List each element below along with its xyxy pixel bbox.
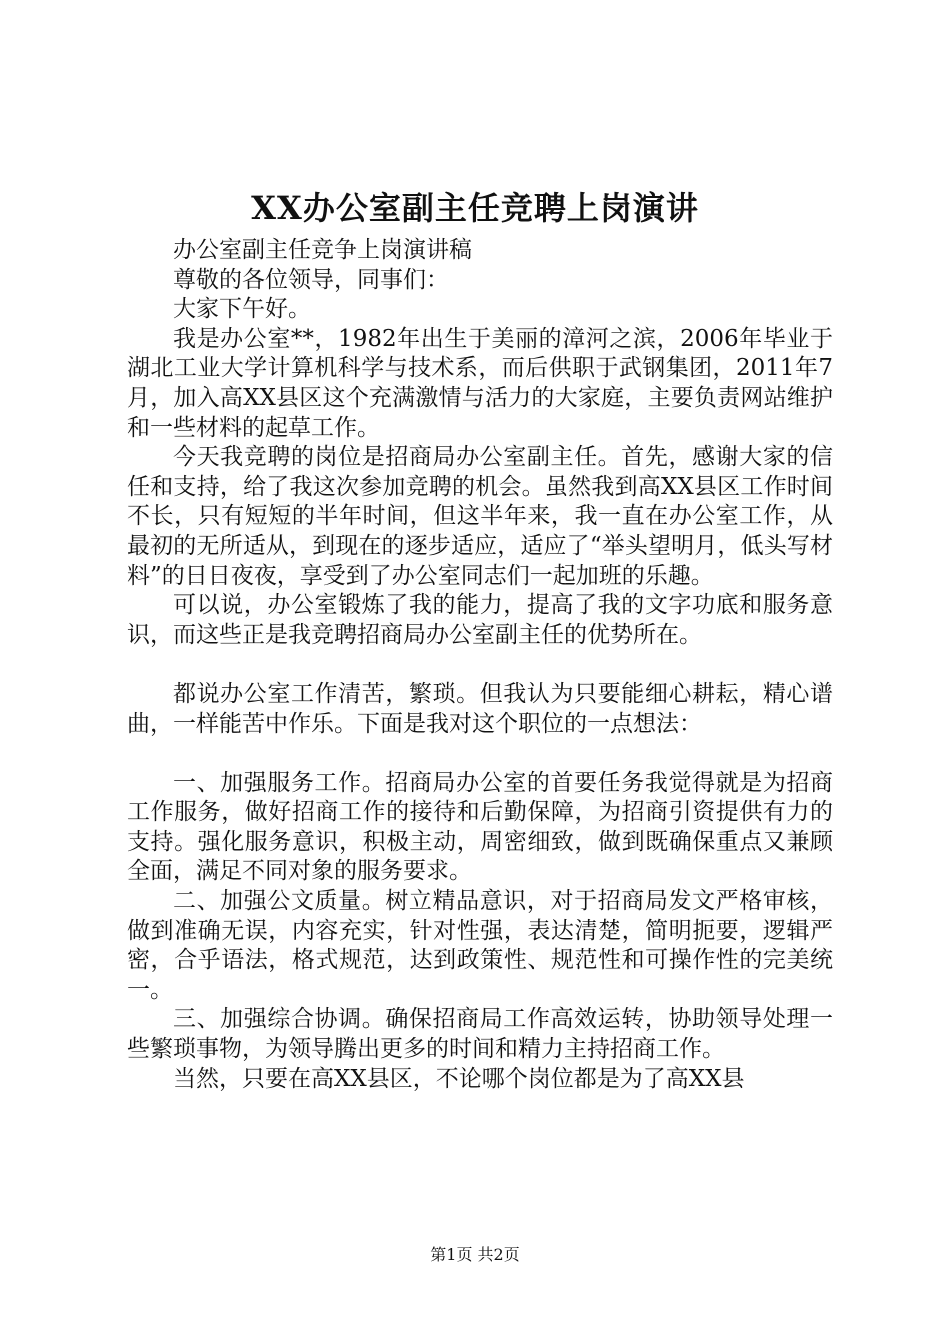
paragraph-point-two: 二、加强公文质量。树立精品意识，对于招商局发文严格审核，做到准确无误，内容充实，针对性强，表达清楚，简明扼要，逻辑严密，合乎语法，格式规范，达到政策性、规范性和可操作性的完美统一。 (127, 888, 833, 1003)
paragraph-greeting: 大家下午好。 (173, 296, 311, 323)
document-title: XX办公室副主任竞聘上岗演讲 (251, 189, 699, 227)
page-footer: 第1页 共2页 (430, 1245, 520, 1264)
paragraph-closing: 当然，只要在高XX县区，不论哪个岗位都是为了高XX县 (173, 1065, 745, 1092)
paragraph-point-three: 三、加强综合协调。确保招商局工作高效运转，协助领导处理一些繁琐事物，为领导腾出更多的时间和精力主持招商工作。 (127, 1006, 833, 1063)
paragraph-strengths: 可以说，办公室锻炼了我的能力，提高了我的文字功底和服务意识，而这些正是我竞聘招商局办公室副主任的优势所在。 (127, 592, 833, 648)
paragraph-position: 今天我竞聘的岗位是招商局办公室副主任。首先，感谢大家的信任和支持，给了我这次参加竞聘的机会。虽然我到高XX县区工作时间不长，只有短短的半年时间，但这半年来，我一直在办公室工作，从最初的无所适从，到现在的逐步适应，适应了“举头望明月，低头写材料”的日日夜夜，享受到了办公室同志们一起加班的乐趣。 (127, 444, 833, 589)
paragraph-thoughts-intro: 都说办公室工作清苦，繁琐。但我认为只要能细心耕耘，精心谱曲，一样能苦中作乐。下面是我对这个职位的一点想法： (127, 680, 833, 737)
paragraph-salutation: 尊敬的各位领导，同事们： (173, 266, 449, 293)
paragraph-subtitle: 办公室副主任竞争上岗演讲稿 (173, 237, 472, 263)
paragraph-point-one: 一、加强服务工作。招商局办公室的首要任务我觉得就是为招商工作服务，做好招商工作的接待和后勤保障，为招商引资提供有力的支持。强化服务意识，积极主动，周密细致，做到既确保重点又兼顾全面，满足不同对象的服务要求。 (127, 769, 833, 885)
document-body (127, 236, 833, 1094)
paragraph-introduction: 我是办公室**，1982年出生于美丽的漳河之滨，2006年毕业于湖北工业大学计算机科学与技术系，而后供职于武钢集团，2011年7月，加入高XX县区这个充满激情与活力的大家庭，主要负责网站维护和一些材料的起草工作。 (127, 325, 833, 441)
